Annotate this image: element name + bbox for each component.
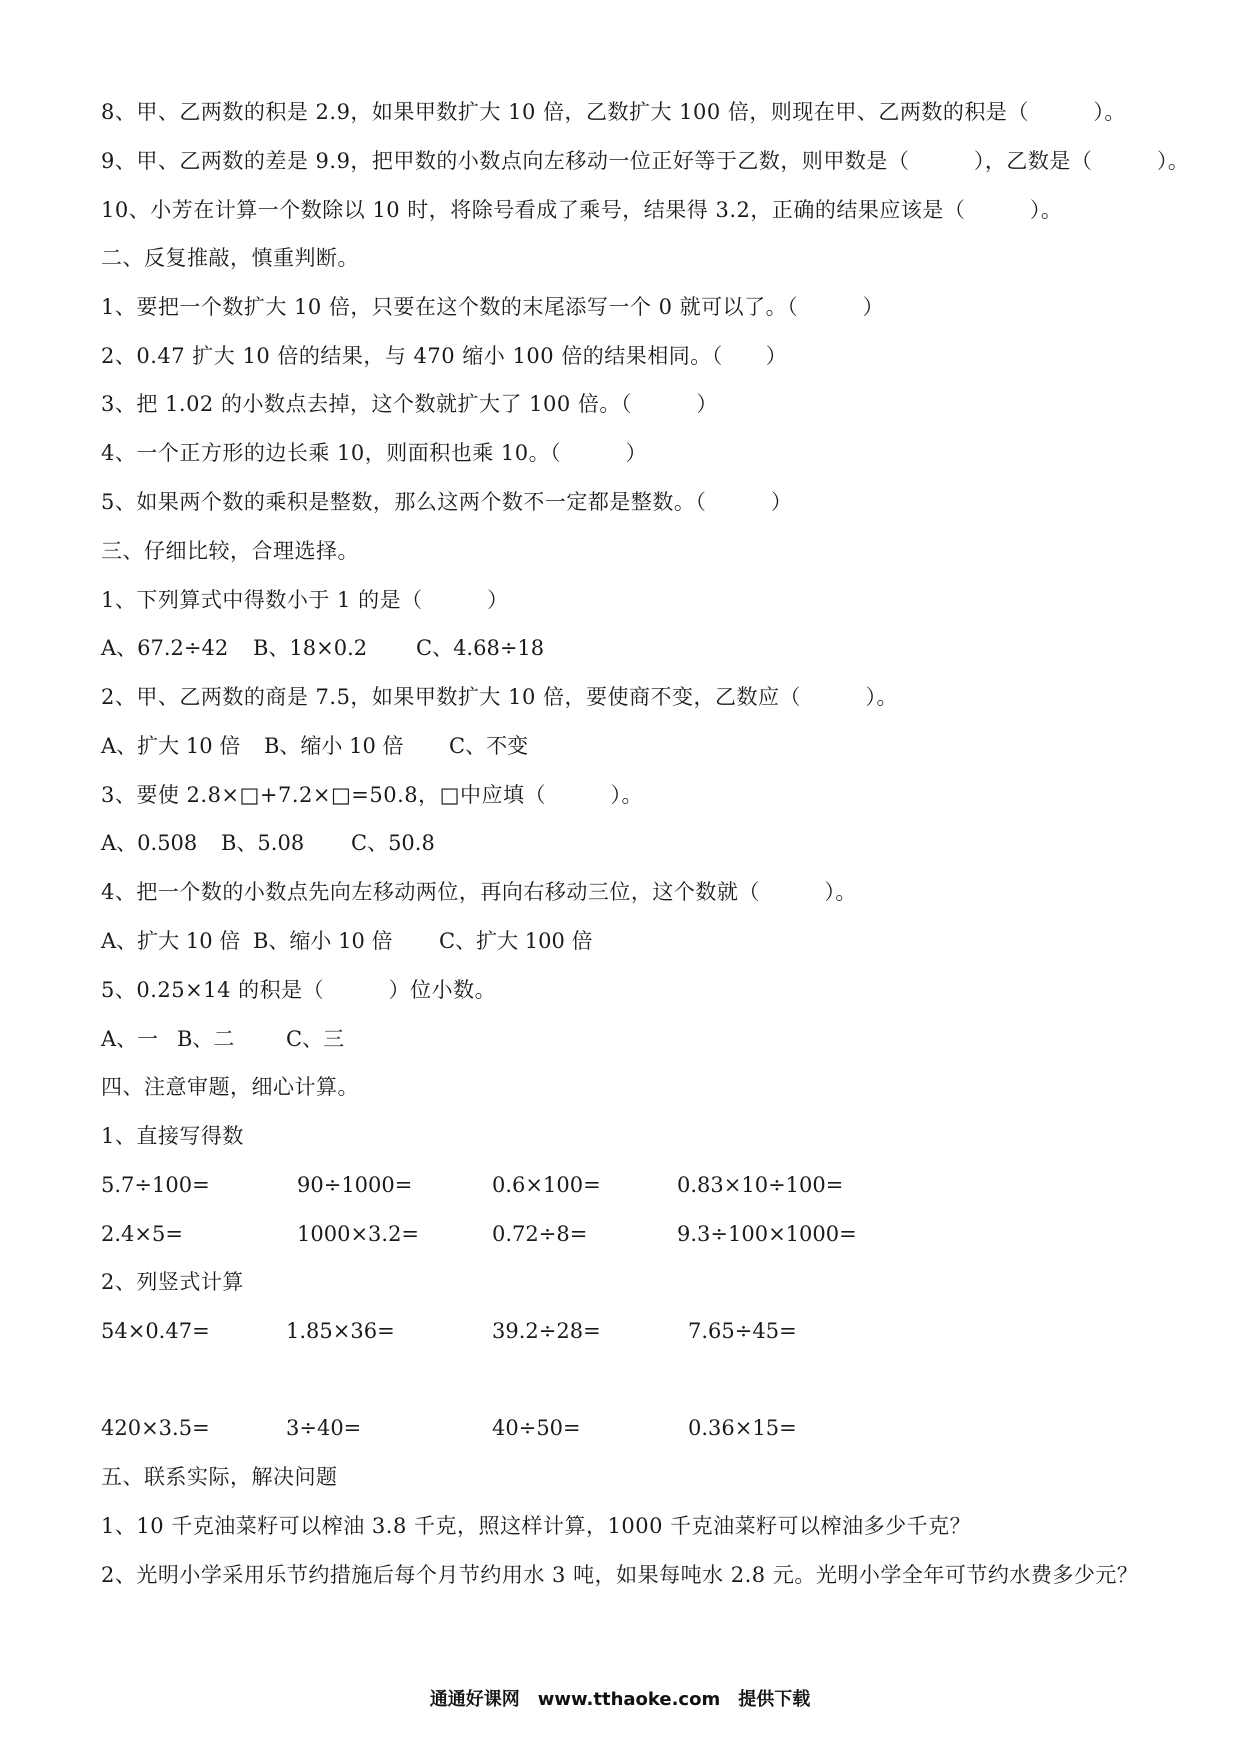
option-a: A、扩大 10 倍 <box>101 929 241 953</box>
choice-question-5: 5、0.25×14 的积是（ ）位小数。 <box>101 978 497 1002</box>
option-a: A、一 <box>101 1027 159 1051</box>
judge-item-3: 3、把 1.02 的小数点去掉，这个数就扩大了 100 倍。（ ） <box>101 392 718 416</box>
fill-in-item-8: 8、甲、乙两数的积是 2.9，如果甲数扩大 10 倍，乙数扩大 100 倍，则现在甲、乙两数的积是（ ）。 <box>101 100 1126 124</box>
vertical-calc-expr: 39.2÷28= <box>492 1319 601 1343</box>
section5-title: 五、联系实际，解决问题 <box>101 1465 338 1489</box>
option-a: A、0.508 <box>101 831 198 855</box>
option-b: B、二 <box>177 1027 235 1051</box>
direct-answer-expr: 90÷1000= <box>297 1173 413 1197</box>
option-a: A、67.2÷42 <box>101 636 229 660</box>
option-a: A、扩大 10 倍 <box>101 734 241 758</box>
option-b: B、5.08 <box>221 831 305 855</box>
option-c: C、扩大 100 倍 <box>439 929 593 953</box>
option-c: C、4.68÷18 <box>416 636 545 660</box>
direct-answer-expr: 5.7÷100= <box>101 1173 210 1197</box>
vertical-calc-expr: 54×0.47= <box>101 1319 210 1343</box>
section3-title: 三、仔细比较，合理选择。 <box>101 539 359 563</box>
direct-answer-expr: 0.83×10÷100= <box>677 1173 844 1197</box>
option-b: B、缩小 10 倍 <box>264 734 404 758</box>
direct-answer-expr: 1000×3.2= <box>297 1222 420 1246</box>
judge-item-5: 5、如果两个数的乘积是整数，那么这两个数不一定都是整数。（ ） <box>101 490 793 514</box>
vertical-calc-expr: 3÷40= <box>286 1416 362 1440</box>
direct-answer-title: 1、直接写得数 <box>101 1124 244 1148</box>
vertical-calc-expr: 1.85×36= <box>286 1319 395 1343</box>
choice-question-2: 2、甲、乙两数的商是 7.5，如果甲数扩大 10 倍，要使商不变，乙数应（ ）。 <box>101 685 899 709</box>
option-c: C、三 <box>286 1027 345 1051</box>
fill-in-item-10: 10、小芳在计算一个数除以 10 时，将除号看成了乘号，结果得 3.2，正确的结果应该是（ ）。 <box>101 198 1063 222</box>
direct-answer-expr: 2.4×5= <box>101 1222 183 1246</box>
judge-item-4: 4、一个正方形的边长乘 10，则面积也乘 10。（ ） <box>101 441 648 465</box>
vertical-calc-expr: 40÷50= <box>492 1416 581 1440</box>
vertical-calc-expr: 420×3.5= <box>101 1416 210 1440</box>
direct-answer-expr: 9.3÷100×1000= <box>677 1222 857 1246</box>
section2-title: 二、反复推敲，慎重判断。 <box>101 246 359 270</box>
judge-item-1: 1、要把一个数扩大 10 倍，只要在这个数的末尾添写一个 0 就可以了。（ ） <box>101 295 885 319</box>
choice-question-1: 1、下列算式中得数小于 1 的是（ ） <box>101 588 509 612</box>
section4-title: 四、注意审题，细心计算。 <box>101 1075 359 1099</box>
option-c: C、不变 <box>449 734 529 758</box>
direct-answer-expr: 0.6×100= <box>492 1173 601 1197</box>
judge-item-2: 2、0.47 扩大 10 倍的结果，与 470 缩小 100 倍的结果相同。（ ） <box>101 344 788 368</box>
option-b: B、缩小 10 倍 <box>253 929 393 953</box>
vertical-calc-title: 2、列竖式计算 <box>101 1270 244 1294</box>
choice-question-4: 4、把一个数的小数点先向左移动两位，再向右移动三位，这个数就（ ）。 <box>101 880 857 904</box>
vertical-calc-expr: 0.36×15= <box>688 1416 797 1440</box>
word-problem-1: 1、10 千克油菜籽可以榨油 3.8 千克，照这样计算，1000 千克油菜籽可以榨油多少千克？ <box>101 1514 972 1538</box>
fill-in-item-9: 9、甲、乙两数的差是 9.9，把甲数的小数点向左移动一位正好等于乙数，则甲数是（ ），乙数是（ ）。 <box>101 149 1190 173</box>
word-problem-2: 2、光明小学采用乐节约措施后每个月节约用水 3 吨，如果每吨水 2.8 元。光明小学全年可节约水费多少元？ <box>101 1563 1139 1587</box>
footer-source: 通通好课网 www.tthaoke.com 提供下载 <box>429 1689 811 1710</box>
choice-question-3: 3、要使 2.8×□+7.2×□=50.8，□中应填（ ）。 <box>101 783 643 807</box>
option-b: B、18×0.2 <box>253 636 368 660</box>
option-c: C、50.8 <box>351 831 435 855</box>
direct-answer-expr: 0.72÷8= <box>492 1222 588 1246</box>
vertical-calc-expr: 7.65÷45= <box>688 1319 797 1343</box>
